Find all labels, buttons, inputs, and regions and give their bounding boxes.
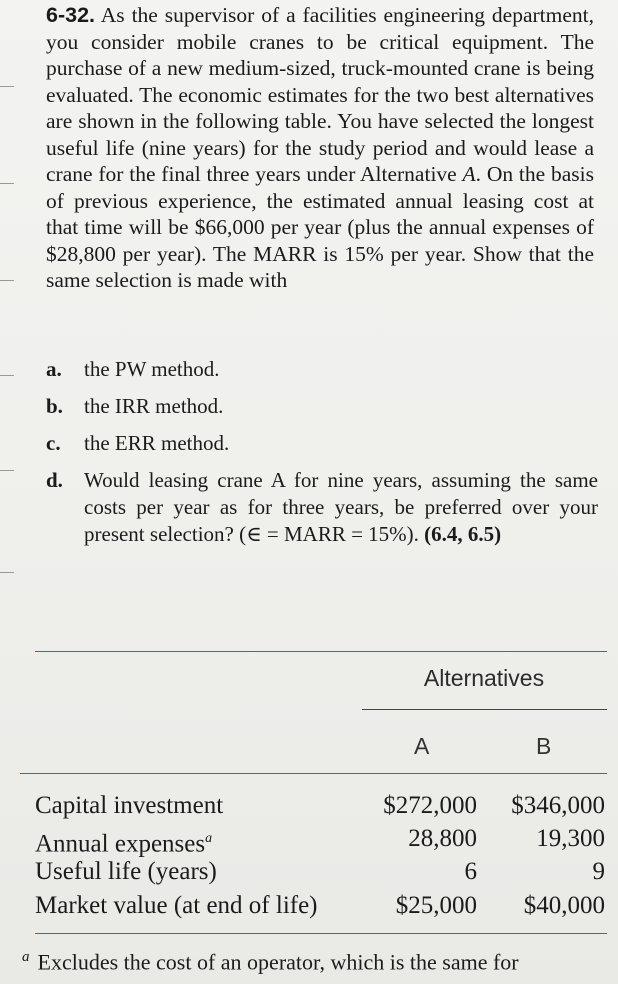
problem-statement <box>46 2 594 294</box>
row-label: Capital investment <box>35 792 224 819</box>
margin-mark <box>0 86 14 87</box>
value-a: 28,800 <box>408 825 477 852</box>
table-row <box>35 855 605 888</box>
margin-mark <box>0 375 14 376</box>
part-label: b. <box>46 394 63 418</box>
problem-text: As the supervisor of a facilities engineering department, you consider mobile cranes to be critical equipment. The purchase of a new medium-sized, truck-mounted crane is being evaluated. The economic estimates for the two best alternatives are shown in the following table. You have selected the longest useful life (nine years) for the study period and would lease a crane for the final three years under Alternative <box>46 3 594 186</box>
footnote-text: Excludes the cost of an operator, which is the same for <box>37 949 519 975</box>
footnote-marker: a <box>205 831 213 846</box>
value-b: $40,000 <box>523 892 605 919</box>
part-text: the IRR method. <box>84 394 224 418</box>
part-text: the ERR method. <box>84 431 230 455</box>
part-b <box>46 393 598 420</box>
part-label: c. <box>46 431 61 455</box>
table-row <box>35 822 605 858</box>
part-c <box>46 430 598 457</box>
value-a: $272,000 <box>383 792 477 819</box>
row-label: Useful life (years) <box>35 858 217 885</box>
value-b: 9 <box>592 858 605 885</box>
margin-mark <box>0 572 14 573</box>
margin-mark <box>0 280 14 281</box>
footnote <box>22 949 519 975</box>
problem-text-2: . On the basis of previous experience, the estimated annual leasing cost at that time will be $66,000 per year (plus the annual expenses of $28,800 per year). The MARR is 15% per year. Show that the same selection is made with <box>46 162 595 292</box>
problem-parts <box>46 356 598 558</box>
part-d-text: Would leasing crane A for nine years, assuming the same costs per year as for three years, be preferred over your present selection? (∈ = MARR = 15%). <box>84 468 598 546</box>
header-bottom-rule <box>20 773 607 774</box>
margin-mark <box>0 183 14 184</box>
table-top-rule <box>35 651 607 652</box>
value-b: 19,300 <box>536 825 605 852</box>
problem-number: 6-32. <box>46 3 96 27</box>
part-label: d. <box>46 468 63 492</box>
part-label: a. <box>46 357 62 381</box>
margin-mark <box>0 470 14 471</box>
table-row <box>35 789 605 822</box>
value-a: 6 <box>464 858 477 885</box>
part-d <box>46 467 598 548</box>
value-a: $25,000 <box>395 892 477 919</box>
row-label: Market value (at end of life) <box>35 892 318 919</box>
part-text: the PW method. <box>84 357 220 381</box>
section-reference: (6.4, 6.5) <box>424 522 502 546</box>
part-a <box>46 356 598 383</box>
column-header-b: B <box>536 733 552 759</box>
table-bottom-rule <box>35 933 607 934</box>
value-b: $346,000 <box>511 792 605 819</box>
column-header-a: A <box>414 733 430 759</box>
group-header-rule <box>362 709 607 710</box>
part-text <box>84 467 598 548</box>
alternative-a-italic: A <box>462 162 476 186</box>
table-row <box>35 889 605 922</box>
footnote-mark: a <box>22 949 30 965</box>
alternatives-header: Alternatives <box>423 665 545 691</box>
row-label-text: Annual expenses <box>35 830 206 858</box>
